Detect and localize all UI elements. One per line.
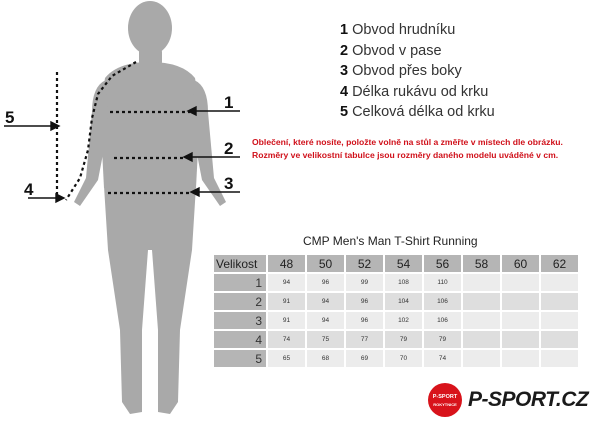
legend-label: Obvod hrudníku	[352, 22, 456, 38]
badge-subtext: ROKYTNICE	[433, 402, 457, 407]
table-cell: 79	[385, 331, 422, 348]
instruction-line: Rozměry ve velikostní tabulce jsou rozměry daného modelu uváděné v cm.	[252, 149, 559, 160]
size-table-header-row	[214, 255, 578, 272]
table-cell: 70	[385, 350, 422, 367]
table-row	[214, 293, 578, 310]
marker-1: 1	[224, 93, 234, 112]
size-column-header: 62	[541, 255, 578, 272]
size-column-header: 56	[424, 255, 461, 272]
legend-number: 5	[340, 104, 349, 120]
table-cell: 102	[385, 312, 422, 329]
row-header: Velikost	[214, 255, 266, 272]
size-column-header: 58	[463, 255, 500, 272]
marker-2: 2	[224, 139, 234, 158]
table-cell: 91	[268, 293, 305, 310]
table-cell	[463, 274, 500, 291]
table-row	[214, 274, 578, 291]
table-cell	[541, 331, 578, 348]
legend-number: 3	[340, 63, 349, 79]
table-cell: 74	[424, 350, 461, 367]
table-row	[214, 331, 578, 348]
instruction-line: Oblečení, které nosíte, položte volně na stůl a změřte v místech dle obrázku.	[252, 137, 563, 147]
table-cell: 96	[346, 312, 383, 329]
row-label: 2	[214, 293, 266, 310]
legend-label: Obvod v pase	[352, 42, 442, 59]
table-cell: 91	[268, 312, 305, 329]
table-cell: 75	[307, 331, 344, 348]
brand-name: P-SPORT.CZ	[468, 388, 589, 411]
table-cell	[541, 274, 578, 291]
legend-number: 1	[340, 22, 349, 38]
legend-number: 2	[340, 42, 349, 59]
size-column-header: 48	[268, 255, 305, 272]
table-cell	[502, 350, 539, 367]
table-cell: 74	[268, 331, 305, 348]
legend-number: 4	[340, 83, 349, 100]
row-label: 1	[214, 274, 266, 291]
legend-label: Obvod přes boky	[352, 63, 462, 79]
size-column-header: 50	[307, 255, 344, 272]
table-cell: 96	[307, 274, 344, 291]
legend-item	[340, 20, 495, 41]
table-cell	[463, 331, 500, 348]
brand-logo[interactable]	[428, 383, 598, 419]
table-cell	[463, 293, 500, 310]
size-column-header: 54	[385, 255, 422, 272]
table-cell: 106	[424, 293, 461, 310]
measurement-legend	[340, 20, 495, 123]
legend-item	[340, 102, 495, 123]
table-cell: 96	[346, 293, 383, 310]
table-row	[214, 312, 578, 329]
table-cell: 104	[385, 293, 422, 310]
size-table-title: CMP Men's Man T-Shirt Running	[303, 234, 478, 248]
table-cell: 77	[346, 331, 383, 348]
size-column-header: 52	[346, 255, 383, 272]
table-cell	[502, 274, 539, 291]
human-silhouette	[74, 1, 226, 414]
legend-item	[340, 41, 495, 62]
table-cell	[541, 312, 578, 329]
table-cell: 94	[268, 274, 305, 291]
table-cell	[541, 350, 578, 367]
table-cell	[463, 350, 500, 367]
legend-item	[340, 82, 495, 103]
table-cell	[541, 293, 578, 310]
table-cell: 69	[346, 350, 383, 367]
table-cell: 65	[268, 350, 305, 367]
marker-5: 5	[5, 108, 15, 127]
legend-label: Celková délka od krku	[352, 104, 495, 120]
table-cell: 108	[385, 274, 422, 291]
badge-text: P-SPORT	[432, 394, 458, 400]
table-cell	[463, 312, 500, 329]
marker-3: 3	[224, 174, 234, 193]
table-cell	[502, 312, 539, 329]
table-cell: 106	[424, 312, 461, 329]
marker-4: 4	[24, 180, 34, 199]
row-label: 5	[214, 350, 266, 367]
table-cell: 68	[307, 350, 344, 367]
size-column-header: 60	[502, 255, 539, 272]
table-row	[214, 350, 578, 367]
row-label: 4	[214, 331, 266, 348]
table-cell: 79	[424, 331, 461, 348]
legend-item	[340, 61, 495, 82]
table-cell: 110	[424, 274, 461, 291]
table-cell: 99	[346, 274, 383, 291]
size-table	[212, 253, 580, 369]
table-cell: 94	[307, 293, 344, 310]
table-cell	[502, 331, 539, 348]
row-label: 3	[214, 312, 266, 329]
measuring-instructions	[252, 136, 597, 161]
brand-badge-icon	[428, 383, 462, 417]
table-cell	[502, 293, 539, 310]
table-cell: 94	[307, 312, 344, 329]
legend-label: Délka rukávu od krku	[352, 83, 489, 100]
